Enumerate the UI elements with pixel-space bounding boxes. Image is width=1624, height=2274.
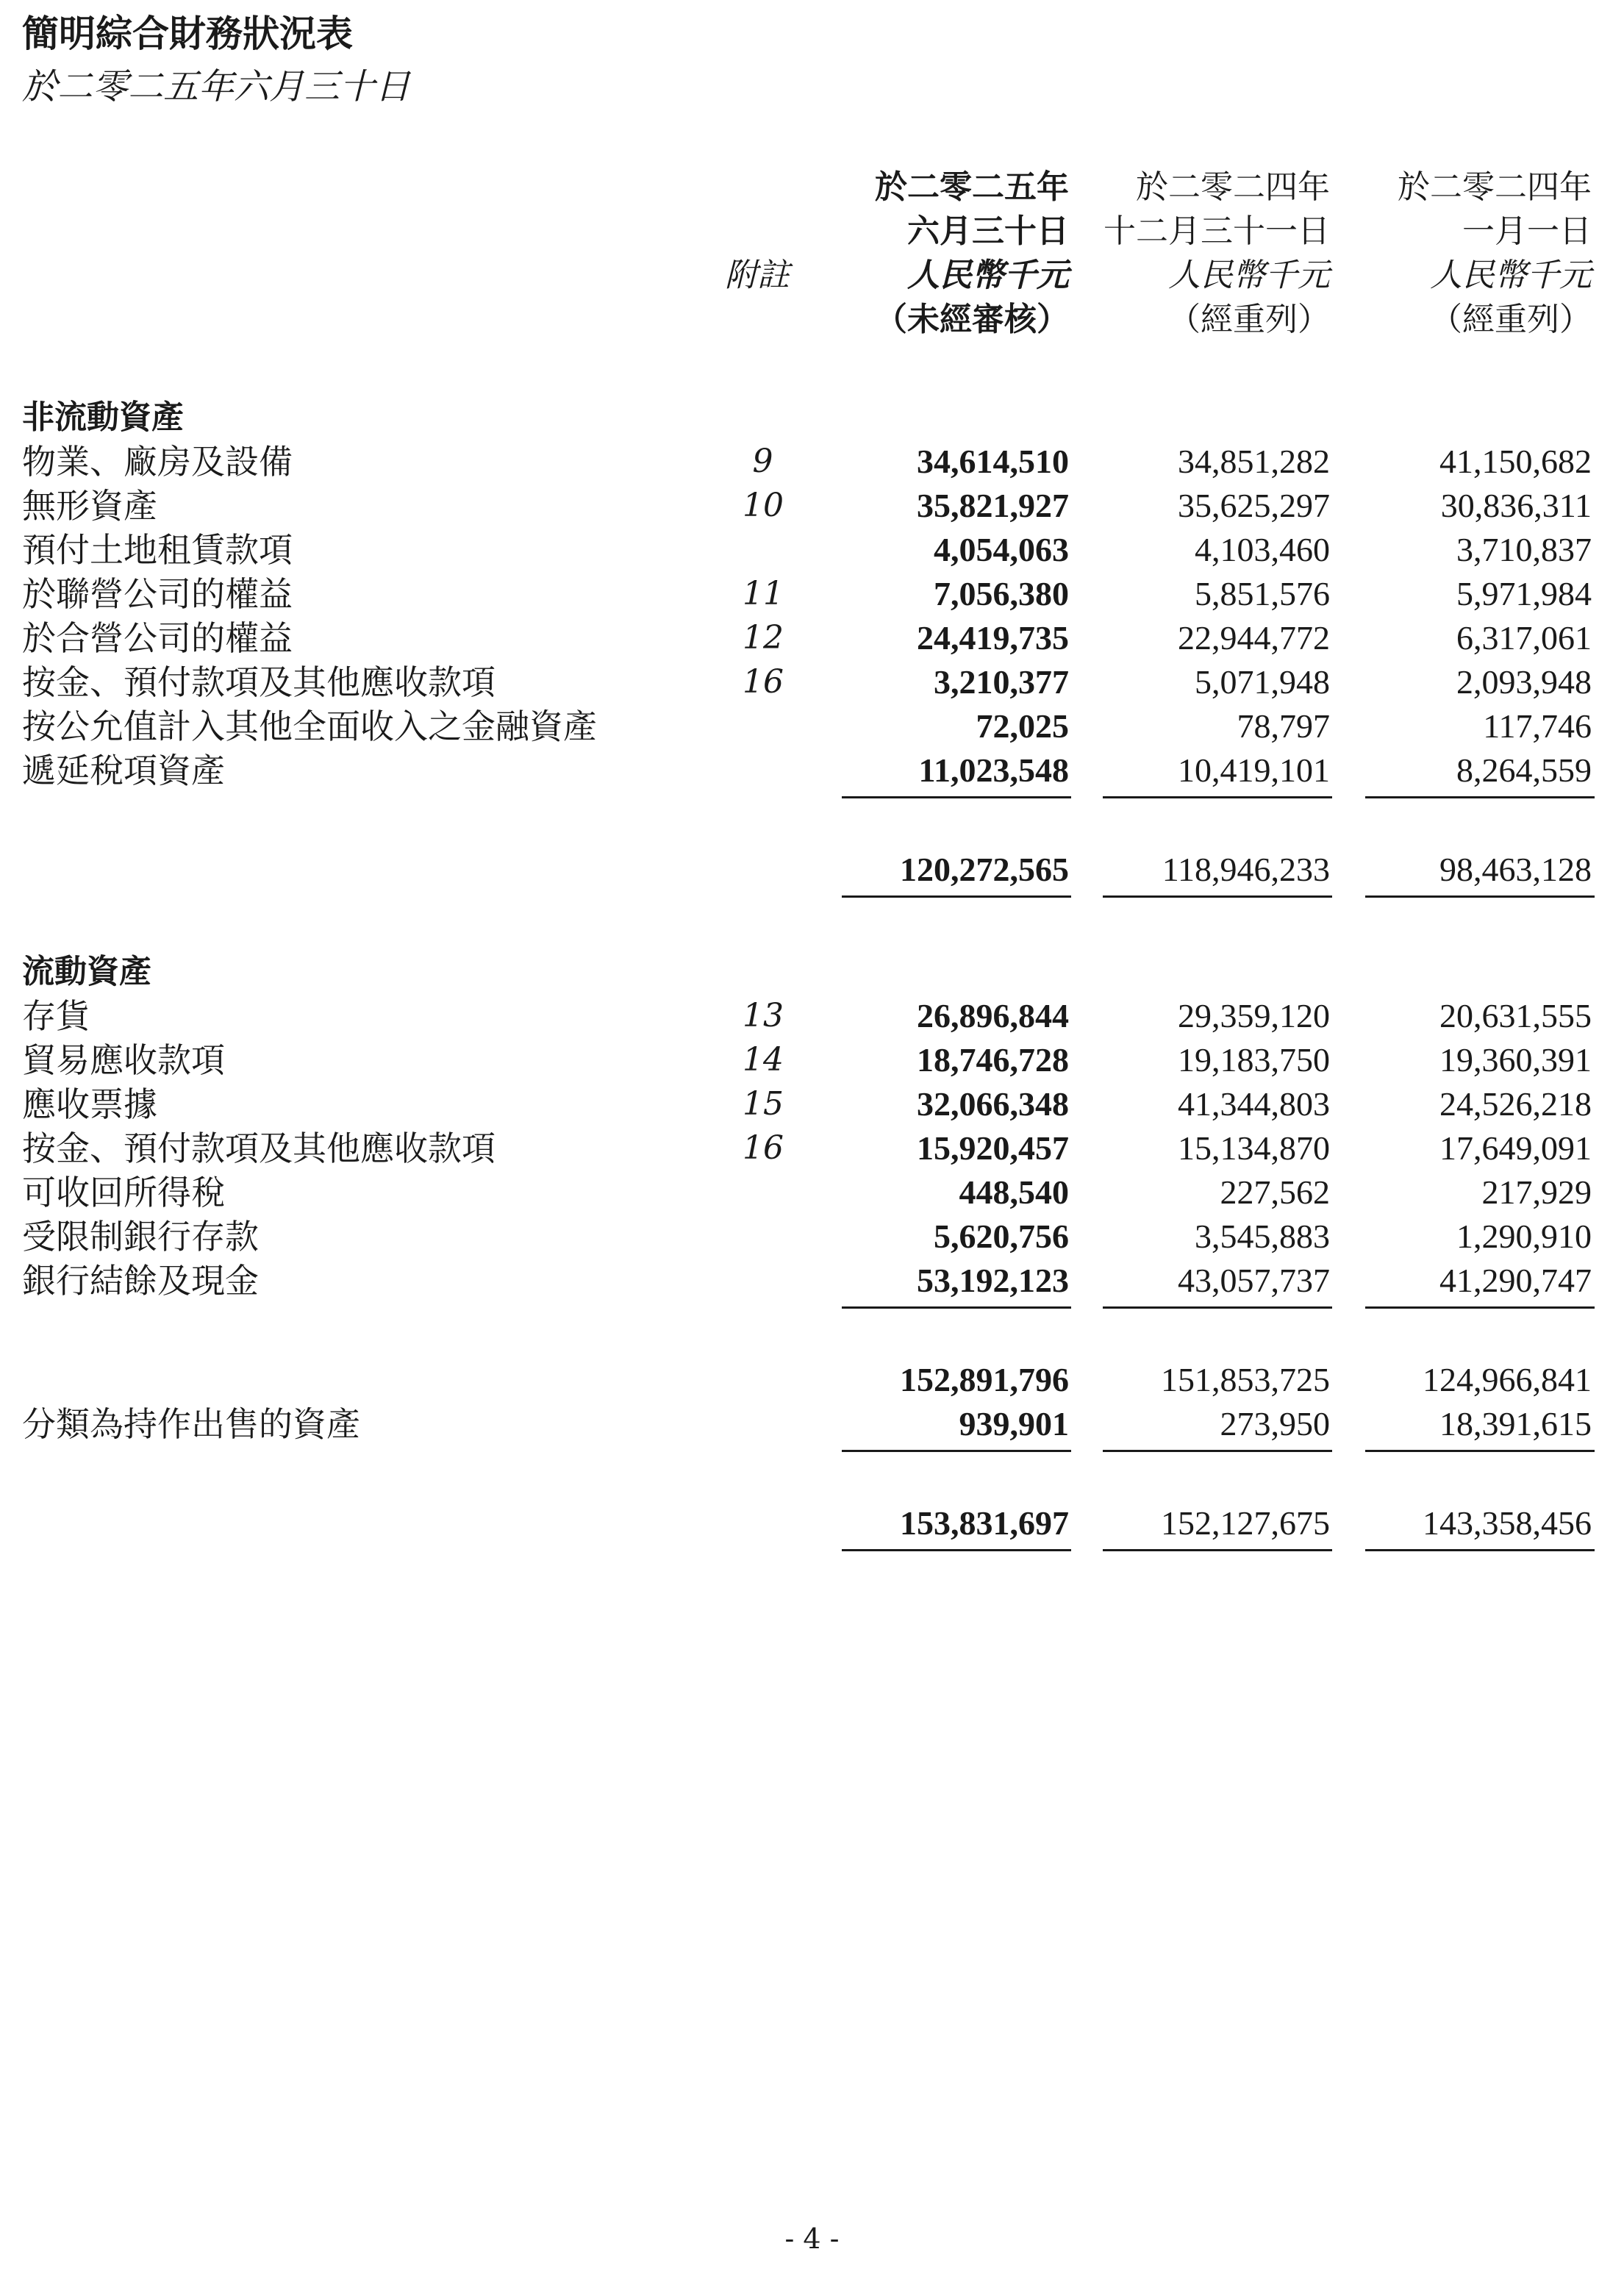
column-header-2025-06-30 bbox=[875, 165, 1069, 342]
table-row bbox=[0, 704, 1624, 748]
non-current-total-2024-12-31: 118,946,233 bbox=[1162, 851, 1330, 888]
value-2024-12-31: 41,344,803 bbox=[1178, 1085, 1330, 1123]
total-rule bbox=[842, 895, 1071, 898]
subtotal-rule bbox=[1365, 1450, 1595, 1452]
value-2024-12-31: 43,057,737 bbox=[1178, 1262, 1330, 1299]
current-total-2024-12-31: 152,127,675 bbox=[1161, 1504, 1330, 1542]
value-2024-12-31: 4,103,460 bbox=[1195, 531, 1330, 568]
row-label: 無形資產 bbox=[22, 486, 157, 526]
table-row bbox=[0, 994, 1624, 1038]
value-2024-12-31: 29,359,120 bbox=[1178, 997, 1330, 1034]
row-note: 14 bbox=[743, 1041, 784, 1079]
row-label: 銀行結餘及現金 bbox=[22, 1261, 259, 1301]
col3-line2: 一月一日 bbox=[1462, 212, 1592, 250]
row-note: 15 bbox=[743, 1085, 784, 1123]
value-2025-06-30: 3,210,377 bbox=[934, 663, 1069, 701]
subtotal-rule bbox=[1365, 796, 1595, 798]
row-note: 16 bbox=[743, 1129, 784, 1167]
row-label: 應收票據 bbox=[22, 1084, 157, 1124]
value-2025-06-30: 32,066,348 bbox=[917, 1085, 1069, 1123]
value-2024-01-01: 41,290,747 bbox=[1439, 1262, 1592, 1299]
current-subtotal-2024-01-01: 124,966,841 bbox=[1423, 1361, 1592, 1398]
col3-line3: 人民幣千元 bbox=[1430, 257, 1592, 294]
value-2024-01-01: 2,093,948 bbox=[1456, 663, 1592, 701]
non-current-assets-heading: 非流動資產 bbox=[22, 398, 184, 436]
current-subtotal-2024-12-31: 151,853,725 bbox=[1161, 1361, 1330, 1398]
held-for-sale-2024-01-01: 18,391,615 bbox=[1439, 1405, 1592, 1442]
value-2024-01-01: 24,526,218 bbox=[1439, 1085, 1592, 1123]
row-label: 按公允值計入其他全面收入之金融資產 bbox=[22, 707, 597, 746]
statement-title: 簡明綜合財務狀況表 bbox=[22, 12, 353, 55]
col2-line3: 人民幣千元 bbox=[1168, 257, 1330, 294]
held-for-sale-2025-06-30: 939,901 bbox=[959, 1405, 1069, 1442]
value-2025-06-30: 24,419,735 bbox=[917, 619, 1069, 657]
table-row bbox=[0, 572, 1624, 616]
value-2024-12-31: 10,419,101 bbox=[1178, 751, 1330, 789]
col2-line1: 於二零二四年 bbox=[1136, 168, 1330, 206]
column-header-2024-01-01 bbox=[1398, 165, 1592, 342]
col3-line4: （經重列） bbox=[1430, 301, 1592, 338]
section-heading-row bbox=[0, 950, 1624, 994]
subtotal-rule bbox=[842, 1450, 1071, 1452]
note-column-header: 附註 bbox=[725, 257, 790, 294]
value-2025-06-30: 53,192,123 bbox=[917, 1262, 1069, 1299]
table-row bbox=[0, 440, 1624, 484]
value-2024-12-31: 78,797 bbox=[1237, 707, 1330, 745]
subtotal-rule bbox=[1103, 1450, 1332, 1452]
table-row bbox=[0, 1402, 1624, 1446]
value-2024-01-01: 8,264,559 bbox=[1456, 751, 1592, 789]
table-row bbox=[0, 1082, 1624, 1126]
row-label: 按金、預付款項及其他應收款項 bbox=[22, 662, 496, 702]
value-2025-06-30: 18,746,728 bbox=[917, 1041, 1069, 1079]
row-label: 按金、預付款項及其他應收款項 bbox=[22, 1129, 496, 1168]
value-2024-12-31: 19,183,750 bbox=[1178, 1041, 1330, 1079]
value-2024-01-01: 41,150,682 bbox=[1439, 443, 1592, 480]
col2-line4: （經重列） bbox=[1168, 301, 1330, 338]
value-2024-01-01: 217,929 bbox=[1481, 1173, 1592, 1211]
table-row bbox=[0, 1215, 1624, 1259]
row-label: 貿易應收款項 bbox=[22, 1040, 225, 1080]
col1-line1: 於二零二五年 bbox=[875, 168, 1069, 206]
value-2024-01-01: 20,631,555 bbox=[1439, 997, 1592, 1034]
subtotal-rule bbox=[842, 1306, 1071, 1309]
table-row bbox=[0, 1038, 1624, 1082]
subtotal-rule bbox=[1103, 1306, 1332, 1309]
subtotal-row bbox=[0, 1358, 1624, 1402]
table-row bbox=[0, 484, 1624, 528]
value-2024-01-01: 5,971,984 bbox=[1456, 575, 1592, 612]
row-label: 受限制銀行存款 bbox=[22, 1217, 259, 1256]
value-2025-06-30: 448,540 bbox=[959, 1173, 1069, 1211]
value-2025-06-30: 5,620,756 bbox=[934, 1218, 1069, 1255]
value-2024-12-31: 15,134,870 bbox=[1178, 1129, 1330, 1167]
row-label: 於合營公司的權益 bbox=[22, 618, 293, 658]
value-2024-01-01: 19,360,391 bbox=[1439, 1041, 1592, 1079]
table-row bbox=[0, 1170, 1624, 1215]
table-row bbox=[0, 1259, 1624, 1303]
row-label: 預付土地租賃款項 bbox=[22, 530, 293, 570]
subtotal-rule bbox=[1365, 1306, 1595, 1309]
row-label: 可收回所得稅 bbox=[22, 1173, 225, 1212]
value-2024-12-31: 35,625,297 bbox=[1178, 487, 1330, 524]
row-label: 遞延稅項資產 bbox=[22, 751, 225, 790]
row-note: 9 bbox=[752, 443, 773, 480]
total-rule bbox=[1365, 895, 1595, 898]
value-2024-12-31: 34,851,282 bbox=[1178, 443, 1330, 480]
value-2025-06-30: 26,896,844 bbox=[917, 997, 1069, 1034]
value-2024-12-31: 5,071,948 bbox=[1195, 663, 1330, 701]
current-total-2025-06-30: 153,831,697 bbox=[900, 1504, 1069, 1542]
value-2024-01-01: 1,290,910 bbox=[1456, 1218, 1592, 1255]
table-row bbox=[0, 1126, 1624, 1170]
total-rule bbox=[1103, 895, 1332, 898]
current-assets-heading: 流動資產 bbox=[22, 953, 151, 990]
row-note: 12 bbox=[743, 619, 784, 657]
row-label: 於聯營公司的權益 bbox=[22, 574, 293, 614]
col1-line3: 人民幣千元 bbox=[907, 257, 1069, 294]
table-row bbox=[0, 528, 1624, 572]
table-row bbox=[0, 748, 1624, 793]
total-row bbox=[0, 848, 1624, 892]
total-rule bbox=[1365, 1549, 1595, 1551]
value-2024-12-31: 227,562 bbox=[1220, 1173, 1330, 1211]
value-2025-06-30: 72,025 bbox=[976, 707, 1069, 745]
total-rule bbox=[1103, 1549, 1332, 1551]
table-row bbox=[0, 660, 1624, 704]
total-row bbox=[0, 1501, 1624, 1545]
col2-line2: 十二月三十一日 bbox=[1103, 212, 1330, 250]
value-2025-06-30: 34,614,510 bbox=[917, 443, 1069, 480]
value-2025-06-30: 11,023,548 bbox=[918, 751, 1069, 789]
current-subtotal-2025-06-30: 152,891,796 bbox=[900, 1361, 1069, 1398]
col1-line4: （未經審核） bbox=[875, 301, 1069, 338]
statement-date: 於二零二五年六月三十日 bbox=[22, 66, 411, 107]
value-2024-12-31: 5,851,576 bbox=[1195, 575, 1330, 612]
non-current-total-2024-01-01: 98,463,128 bbox=[1439, 851, 1592, 888]
page-number: - 4 - bbox=[784, 2223, 840, 2255]
row-note: 10 bbox=[743, 487, 784, 524]
non-current-total-2025-06-30: 120,272,565 bbox=[900, 851, 1069, 888]
value-2024-01-01: 30,836,311 bbox=[1440, 487, 1592, 524]
current-total-2024-01-01: 143,358,456 bbox=[1423, 1504, 1592, 1542]
value-2024-01-01: 3,710,837 bbox=[1456, 531, 1592, 568]
row-note: 11 bbox=[743, 575, 784, 612]
row-note: 16 bbox=[743, 663, 784, 701]
value-2024-12-31: 3,545,883 bbox=[1195, 1218, 1330, 1255]
value-2025-06-30: 15,920,457 bbox=[917, 1129, 1069, 1167]
section-heading-row bbox=[0, 396, 1624, 440]
held-for-sale-label: 分類為持作出售的資產 bbox=[22, 1404, 360, 1444]
total-rule bbox=[842, 1549, 1071, 1551]
value-2025-06-30: 4,054,063 bbox=[934, 531, 1069, 568]
row-label: 物業、廠房及設備 bbox=[22, 442, 293, 482]
column-header-2024-12-31 bbox=[1103, 165, 1330, 342]
subtotal-rule bbox=[842, 796, 1071, 798]
row-note: 13 bbox=[743, 997, 784, 1034]
value-2025-06-30: 7,056,380 bbox=[934, 575, 1069, 612]
value-2024-01-01: 17,649,091 bbox=[1439, 1129, 1592, 1167]
row-label: 存貨 bbox=[22, 996, 90, 1036]
value-2024-12-31: 22,944,772 bbox=[1178, 619, 1330, 657]
subtotal-rule bbox=[1103, 796, 1332, 798]
table-row bbox=[0, 616, 1624, 660]
col3-line1: 於二零二四年 bbox=[1398, 168, 1592, 206]
value-2024-01-01: 117,746 bbox=[1483, 707, 1592, 745]
value-2024-01-01: 6,317,061 bbox=[1456, 619, 1592, 657]
held-for-sale-2024-12-31: 273,950 bbox=[1220, 1405, 1330, 1442]
col1-line2: 六月三十日 bbox=[907, 212, 1069, 250]
value-2025-06-30: 35,821,927 bbox=[917, 487, 1069, 524]
